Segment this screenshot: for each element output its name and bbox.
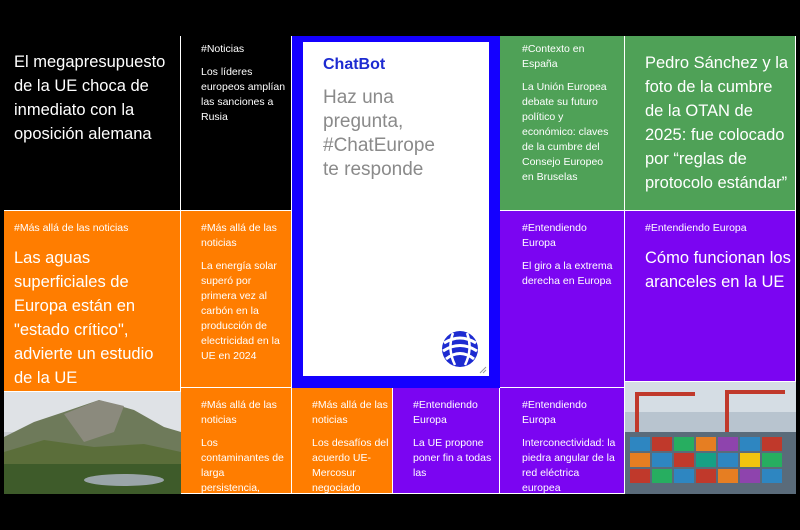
- article-text: Los líderes europeos amplían las sanciones a Rusia: [201, 66, 286, 123]
- article-text: Los desafíos del acuerdo UE-Mercosur negociado: [312, 437, 389, 494]
- resize-handle-icon[interactable]: [479, 366, 487, 374]
- article-tile-aguas[interactable]: [4, 211, 181, 392]
- article-text: La Unión Europea debate su futuro político y económico: claves de la cumbre del Consejo Europeo en Bruselas: [522, 81, 609, 183]
- port-containers-photo[interactable]: [625, 382, 796, 494]
- chatbot-prompt-line: pregunta,: [323, 111, 404, 132]
- article-tag: #Noticias: [201, 43, 245, 55]
- article-tag: #Entendiendo Europa: [522, 222, 587, 249]
- article-tile-sanchez-otan[interactable]: [625, 36, 796, 211]
- article-tag: #Entendiendo Europa: [645, 222, 747, 234]
- article-tile-extrema-derecha[interactable]: [500, 211, 625, 388]
- article-tag: #Más allá de las noticias: [312, 399, 388, 426]
- article-tile-contexto-espana[interactable]: [500, 36, 625, 211]
- chatbot-panel[interactable]: [303, 42, 489, 376]
- port-containers-image: [625, 382, 796, 494]
- article-tile-mercosur[interactable]: [292, 388, 393, 494]
- chatbot-prompt: [323, 86, 493, 182]
- article-tag: #Más allá de las noticias: [201, 399, 277, 426]
- chatbot-prompt-line: #ChatEurope: [323, 135, 435, 156]
- article-tile-energia-solar[interactable]: [181, 211, 292, 388]
- chatbot-widget[interactable]: [292, 36, 500, 388]
- article-text: El giro a la extrema derecha en Europa: [522, 260, 613, 287]
- mountain-lake-photo[interactable]: [4, 392, 181, 494]
- article-tag: #Entendiendo Europa: [522, 399, 587, 426]
- chatbot-title: ChatBot: [323, 56, 386, 73]
- article-text: La energía solar superó por primera vez al carbón en la producción de electricidad en la UE en 2024: [201, 260, 280, 362]
- article-tile-contaminantes[interactable]: [181, 388, 292, 494]
- article-title: Cómo funcionan los aranceles en la UE: [645, 249, 791, 291]
- mountain-lake-image: [4, 392, 181, 494]
- article-tag: #Contexto en España: [522, 43, 585, 70]
- article-tile-interconectividad[interactable]: [500, 388, 625, 494]
- article-tile-aranceles[interactable]: [625, 211, 796, 382]
- chatbot-prompt-line: te responde: [323, 159, 424, 180]
- article-tag: #Entendiendo Europa: [413, 399, 478, 426]
- chat-logo-icon[interactable]: [439, 328, 481, 370]
- article-tag: #Más allá de las noticias: [201, 222, 277, 249]
- article-title: Las aguas superficiales de Europa están en "estado crítico", advierte un estudio de la UE: [14, 249, 154, 387]
- article-title: Pedro Sánchez y la foto de la cumbre de la OTAN de 2025: fue colocado por “reglas de protocolo estándar”: [645, 54, 789, 192]
- article-tile-sanciones[interactable]: [181, 36, 292, 211]
- chatbot-prompt-line: Haz una: [323, 87, 394, 108]
- article-text: La UE propone poner fin a todas las: [413, 437, 492, 479]
- article-title: El megapresupuesto de la UE choca de inmediato con la oposición alemana: [14, 53, 166, 143]
- article-tile-ue-propone[interactable]: [393, 388, 500, 494]
- article-text: Interconectividad: la piedra angular de la red eléctrica europea: [522, 437, 616, 494]
- article-tag: #Más allá de las noticias: [14, 222, 129, 234]
- article-tile-presupuesto[interactable]: [4, 36, 181, 211]
- article-text: Los contaminantes de larga persistencia,: [201, 437, 284, 494]
